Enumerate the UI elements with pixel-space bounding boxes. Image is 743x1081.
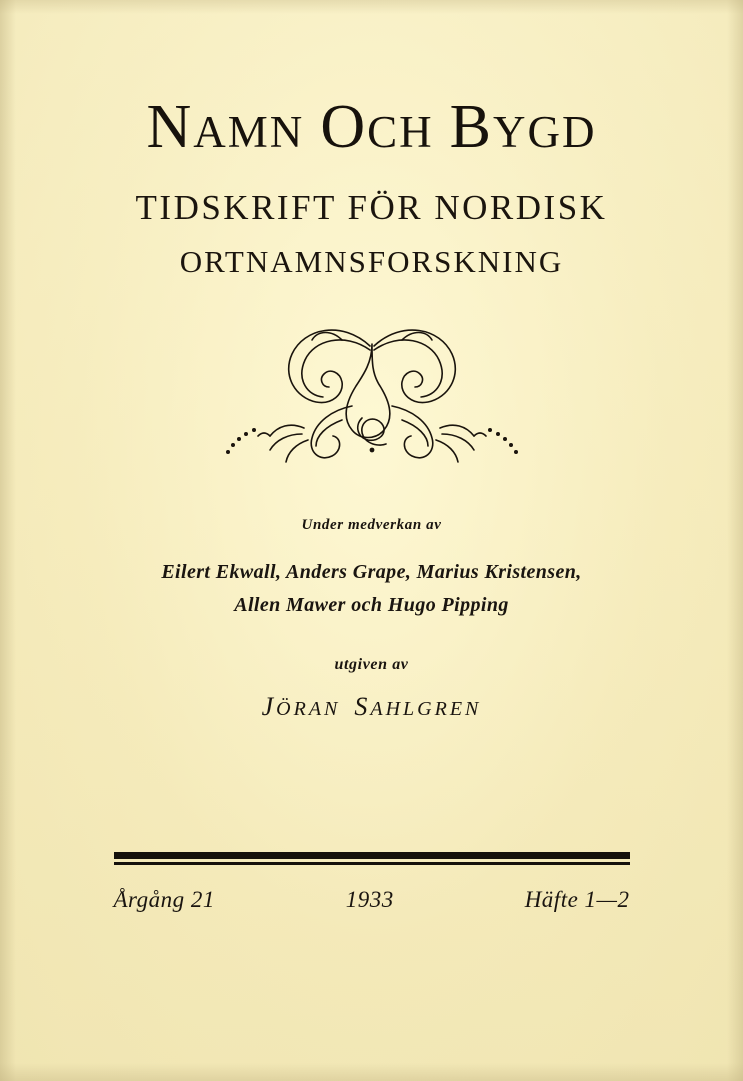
floral-monogram-ornament-icon: [192, 310, 552, 475]
divider-rule-thick: [114, 852, 630, 859]
divider-rule: [114, 852, 630, 865]
editor-lead: utgiven av: [334, 656, 409, 673]
editor-name: [262, 692, 482, 722]
issue-year: 1933: [345, 887, 394, 912]
contributors-list: [161, 556, 581, 622]
contributors-line-2: Allen Mawer och Hugo Pipping: [234, 594, 509, 616]
paper-edge-bottom: [0, 1063, 743, 1081]
title-word-3-initial: B: [449, 93, 493, 161]
title-word-2-rest: CH: [367, 107, 434, 157]
editor-last-rest: AHLGREN: [370, 698, 482, 720]
title-word-1-rest: AMN: [193, 107, 305, 157]
title-word-1-initial: N: [146, 93, 194, 161]
editor-last-initial: S: [354, 692, 371, 721]
title-word-3-rest: YGD: [492, 107, 597, 157]
title-word-2-initial: O: [320, 93, 368, 161]
editor-first-rest: ÖRAN: [276, 698, 341, 720]
contributors-line-1: Eilert Ekwall, Anders Grape, Marius Kristensen,: [161, 561, 582, 583]
journal-subtitle-line-1: TIDSKRIFT FÖR NORDISK: [135, 188, 608, 227]
issue-volume: Årgång 21: [113, 887, 215, 912]
divider-rule-thin: [114, 862, 630, 865]
paper-edge-top: [0, 0, 743, 14]
issue-number: Häfte 1—2: [524, 887, 630, 912]
journal-title: [146, 93, 597, 161]
issue-line: [114, 887, 630, 913]
paper-edge-left: [0, 0, 16, 1081]
journal-subtitle-line-2: ORTNAMNSFORSKNING: [179, 244, 564, 279]
contributors-lead: Under medverkan av: [301, 517, 442, 533]
editor-first-initial: J: [261, 692, 277, 721]
paper-edge-right: [727, 0, 743, 1081]
